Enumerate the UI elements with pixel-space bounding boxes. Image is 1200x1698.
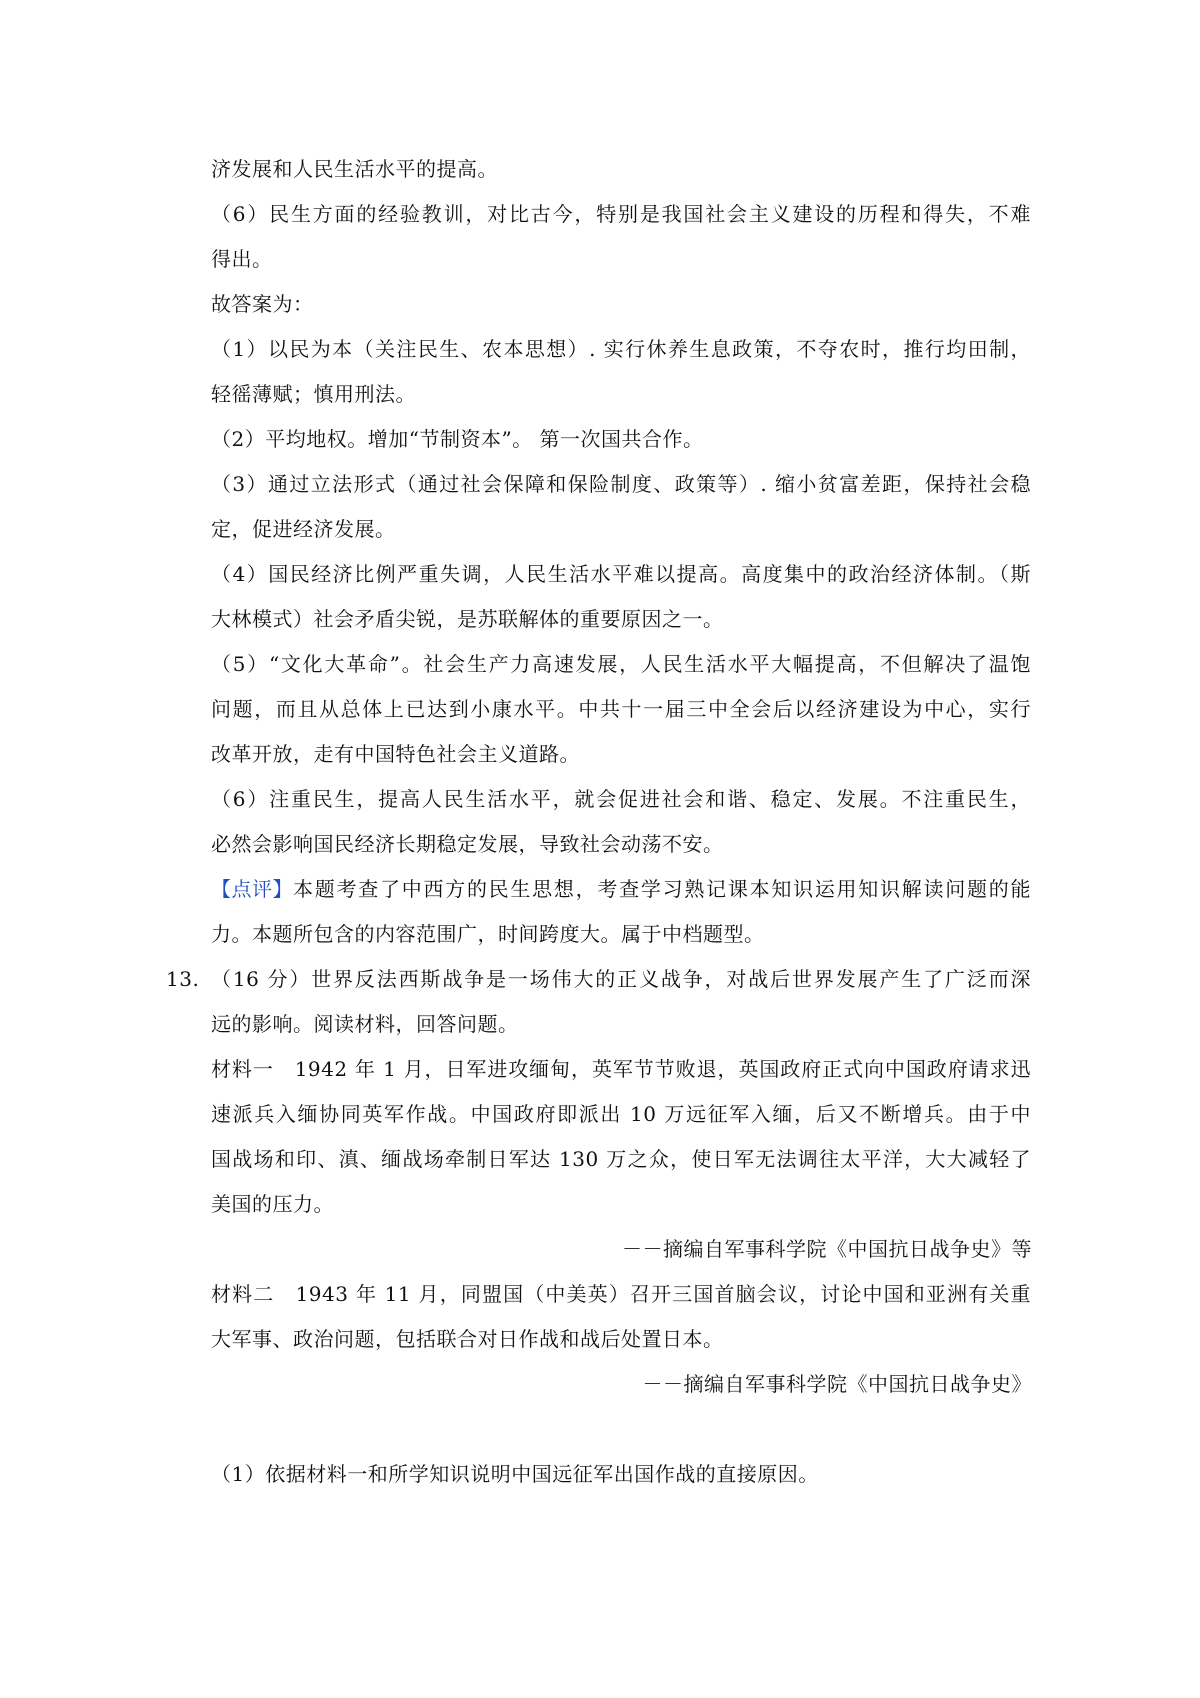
- text-line: 力。本题所包含的内容范围广，时间跨度大。属于中档题型。: [211, 922, 765, 946]
- material-line: 美国的压力。: [211, 1192, 334, 1216]
- text-line: （6）注重民生，提高人民生活水平，就会促进社会和谐、稳定、发展。不注重民生，: [211, 787, 1031, 811]
- text-line: 定，促进经济发展。: [211, 517, 396, 541]
- material-line: 大军事、政治问题，包括联合对日作战和战后处置日本。: [211, 1327, 724, 1351]
- text-line: （4）国民经济比例严重失调，人民生活水平难以提高。高度集中的政治经济体制。（斯: [211, 562, 1031, 586]
- text-line: 大林模式）社会矛盾尖锐，是苏联解体的重要原因之一。: [211, 607, 724, 631]
- text-line: 济发展和人民生活水平的提高。: [211, 157, 498, 181]
- text-line: （2）平均地权。增加“节制资本”。 第一次国共合作。: [211, 427, 704, 451]
- text-line: 改革开放，走有中国特色社会主义道路。: [211, 742, 580, 766]
- material-line: 国战场和印、滇、缅战场牵制日军达 130 万之众，使日军无法调往太平洋，大大减轻了: [211, 1147, 1031, 1171]
- source-citation: －－摘编自军事科学院《中国抗日战争史》等: [622, 1237, 1032, 1261]
- comment-tag: 【点评】: [211, 877, 293, 901]
- question-13-line: [166, 964, 1031, 994]
- question-number: 13.: [166, 967, 200, 991]
- text-line: 故答案为：: [211, 292, 314, 316]
- text-line: （6）民生方面的经验教训，对比古今，特别是我国社会主义建设的历程和得失，不难: [211, 202, 1031, 226]
- question-stem: （16 分）世界反法西斯战争是一场伟大的正义战争，对战后世界发展产生了广泛而深: [211, 967, 1031, 991]
- source-citation: －－摘编自军事科学院《中国抗日战争史》: [642, 1372, 1032, 1396]
- text-line: 必然会影响国民经济长期稳定发展，导致社会动荡不安。: [211, 832, 724, 856]
- text-line: （3）通过立法形式（通过社会保障和保险制度、政策等）. 缩小贫富差距，保持社会稳: [211, 472, 1031, 496]
- material-line: 材料二 1943 年 11 月，同盟国（中美英）召开三国首脑会议，讨论中国和亚洲有关重: [211, 1282, 1031, 1306]
- text-line: 轻徭薄赋；慎用刑法。: [211, 382, 416, 406]
- sub-question: （1）依据材料一和所学知识说明中国远征军出国作战的直接原因。: [211, 1462, 819, 1486]
- material-line: 材料一 1942 年 1 月，日军进攻缅甸，英军节节败退，英国政府正式向中国政府请求迅: [211, 1057, 1031, 1081]
- comment-line: [211, 874, 1031, 904]
- text-line: （1）以民为本（关注民生、农本思想）. 实行休养生息政策，不夺农时，推行均田制，: [211, 337, 1031, 361]
- text-line: 得出。: [211, 247, 273, 271]
- comment-text: 本题考查了中西方的民生思想，考查学习熟记课本知识运用知识解读问题的能: [293, 877, 1031, 901]
- material-line: 速派兵入缅协同英军作战。中国政府即派出 10 万远征军入缅，后又不断增兵。由于中: [211, 1102, 1031, 1126]
- text-line: （5）“文化大革命”。社会生产力高速发展，人民生活水平大幅提高，不但解决了温饱: [211, 652, 1031, 676]
- text-line: 远的影响。阅读材料，回答问题。: [211, 1012, 519, 1036]
- text-line: 问题，而且从总体上已达到小康水平。中共十一届三中全会后以经济建设为中心，实行: [211, 697, 1031, 721]
